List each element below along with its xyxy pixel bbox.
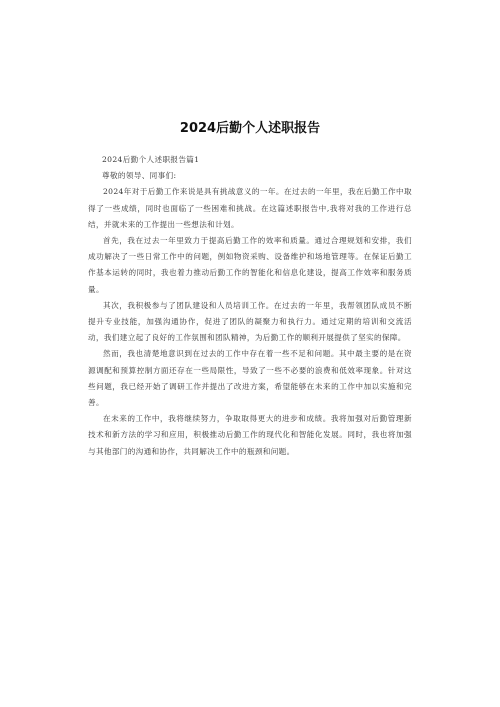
paragraph-2: 首先，我在过去一年里致力于提高后勤工作的效率和质量。通过合理规划和安排，我们成功解决了一些日常工作中的问题，例如物资采购、设备维护和场地管理等。在保证后勤工作基本运转的同时，我也着力推动后勤工作的智能化和信息化建设，提高工作效率和服务质量。 bbox=[88, 236, 412, 294]
paragraph-4: 然而，我也清楚地意识到在过去的工作中存在着一些不足和问题。其中最主要的是在资源调配和预算控制方面还存在一些局限性，导致了一些不必要的浪费和低效率现象。针对这些问题，我已经开始了调研工作并提出了改进方案，希望能够在未来的工作中加以实施和完善。 bbox=[88, 349, 412, 408]
section-heading: 2024后勤个人述职报告篇1 bbox=[102, 155, 200, 164]
paragraph-1: 2024年对于后勤工作来说是具有挑战意义的一年。在过去的一年里，我在后勤工作中取得了一些成绩，同时也面临了一些困难和挑战。在这篇述职报告中,我将对我的工作进行总结，并就未来的工作提出一些想法和计划。 bbox=[88, 187, 412, 229]
document-title: 2024后勤个人述职报告 bbox=[179, 121, 321, 136]
document-body bbox=[88, 152, 412, 460]
paragraph-5: 在未来的工作中，我将继续努力，争取取得更大的进步和成绩。我将加强对后勤管理新技术和新方法的学习和应用，积极推动后勤工作的现代化和智能化发展。同时，我也将加强与其他部门的沟通和协作，共同解决工作中的瓶颈和问题。 bbox=[88, 414, 412, 456]
salutation: 尊敬的领导、同事们: bbox=[102, 171, 177, 181]
paragraph-3: 其次，我积极参与了团队建设和人员培训工作。在过去的一年里，我帮领团队成员不断提升专业技能，加强沟通协作，促进了团队的凝聚力和执行力。通过定期的培训和交流活动，我们建立起了良好的工作氛围和团队精神，为后勤工作的顺利开展提供了坚实的保障。 bbox=[88, 300, 412, 343]
